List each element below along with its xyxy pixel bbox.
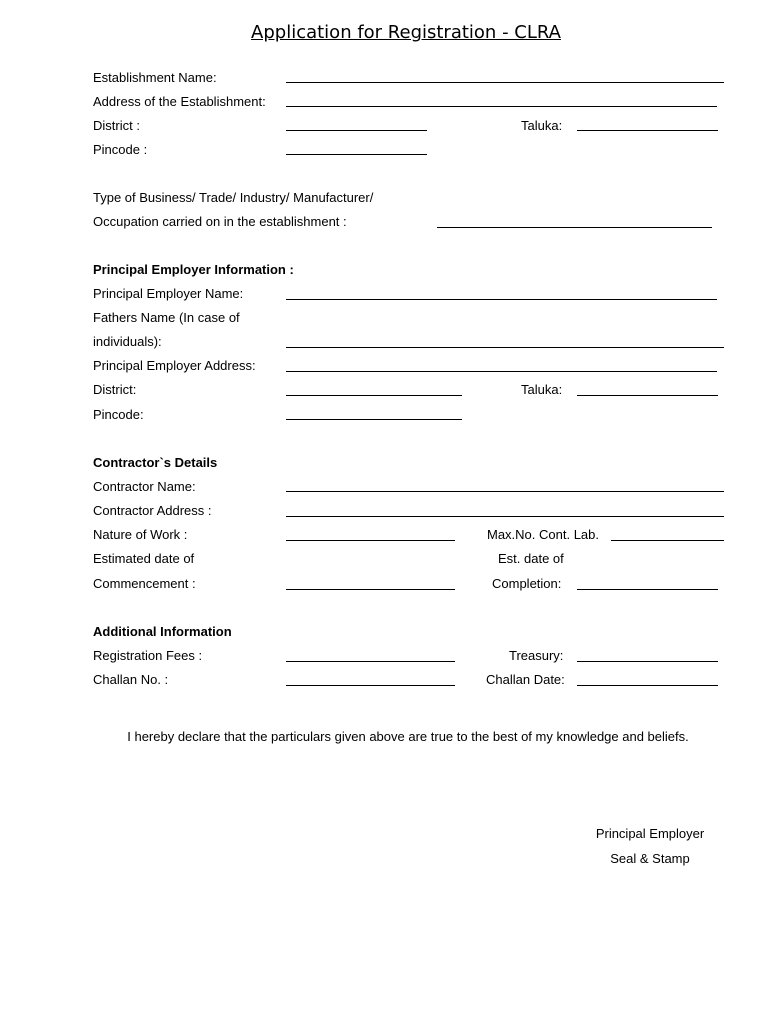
est-completion-label: Est. date of [498, 551, 564, 566]
principal-employer-pincode-label: Pincode: [93, 407, 144, 422]
occupation-field[interactable] [437, 227, 712, 228]
principal-employer-taluka-field[interactable] [577, 395, 718, 396]
challan-no-label: Challan No. : [93, 672, 169, 687]
establishment-address-field[interactable] [286, 106, 717, 107]
principal-employer-pincode-field[interactable] [286, 419, 462, 420]
completion-date-field[interactable] [577, 589, 718, 590]
principal-employer-district-field[interactable] [286, 395, 462, 396]
completion-label: Completion: [492, 576, 562, 591]
challan-no-field[interactable] [286, 685, 455, 686]
establishment-address-label: Address of the Establishment: [93, 94, 266, 109]
treasury-field[interactable] [577, 661, 718, 662]
registration-fees-label: Registration Fees : [93, 648, 203, 663]
commencement-label: Commencement : [93, 576, 196, 591]
contractor-address-field[interactable] [286, 516, 724, 517]
principal-employer-address-field[interactable] [286, 371, 717, 372]
nature-of-work-label: Nature of Work : [93, 527, 188, 542]
challan-date-label: Challan Date: [486, 672, 565, 687]
principal-employer-district-label: District: [93, 382, 137, 397]
fathers-name-field[interactable] [286, 347, 724, 348]
occupation-label: Occupation carried on in the establishment : [93, 214, 347, 229]
establishment-pincode-label: Pincode : [93, 142, 148, 157]
principal-employer-heading: Principal Employer Information : [93, 262, 294, 277]
signature-principal-employer: Principal Employer [595, 826, 705, 841]
contractor-heading: Contractor`s Details [93, 455, 218, 470]
challan-date-field[interactable] [577, 685, 718, 686]
fathers-name-label: Fathers Name (In case of [93, 310, 240, 325]
registration-fees-field[interactable] [286, 661, 455, 662]
establishment-name-field[interactable] [286, 82, 724, 83]
contractor-name-field[interactable] [286, 491, 724, 492]
establishment-pincode-field[interactable] [286, 154, 427, 155]
nature-of-work-field[interactable] [286, 540, 455, 541]
principal-employer-address-label: Principal Employer Address: [93, 358, 256, 373]
establishment-taluka-label: Taluka: [521, 118, 563, 133]
contractor-name-label: Contractor Name: [93, 479, 196, 494]
contractor-address-label: Contractor Address : [93, 503, 212, 518]
establishment-taluka-field[interactable] [577, 130, 718, 131]
establishment-name-label: Establishment Name: [93, 70, 217, 85]
commencement-date-field[interactable] [286, 589, 455, 590]
establishment-district-field[interactable] [286, 130, 427, 131]
fathers-name-label-cont: individuals): [93, 334, 162, 349]
form-title: Application for Registration - CLRA [251, 22, 561, 43]
declaration-text: I hereby declare that the particulars given above are true to the best of my knowledge and beliefs. [127, 729, 689, 744]
principal-employer-taluka-label: Taluka: [521, 382, 563, 397]
signature-seal-stamp: Seal & Stamp [610, 851, 690, 866]
establishment-district-label: District : [93, 118, 140, 133]
estimated-date-label: Estimated date of [93, 551, 195, 566]
max-cont-lab-field[interactable] [611, 540, 724, 541]
principal-employer-name-label: Principal Employer Name: [93, 286, 244, 301]
additional-info-heading: Additional Information [93, 624, 232, 639]
business-type-label: Type of Business/ Trade/ Industry/ Manufacturer/ [93, 190, 374, 205]
max-cont-lab-label: Max.No. Cont. Lab. [487, 527, 599, 542]
principal-employer-name-field[interactable] [286, 299, 717, 300]
treasury-label: Treasury: [509, 648, 564, 663]
